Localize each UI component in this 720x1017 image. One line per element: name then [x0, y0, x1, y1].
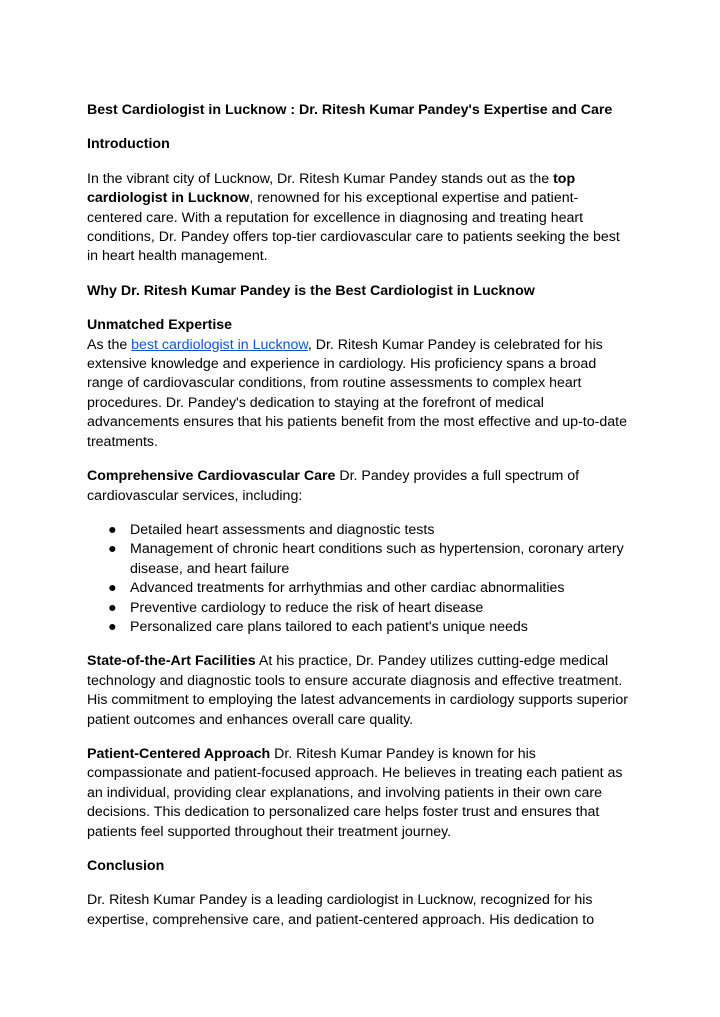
- introduction-paragraph: [87, 170, 632, 267]
- list-item: [108, 599, 632, 618]
- services-list: [87, 521, 632, 637]
- document-title: Best Cardiologist in Lucknow : Dr. Ritesh Kumar Pandey's Expertise and Care: [87, 102, 613, 118]
- expertise-paragraph: [87, 336, 632, 452]
- comprehensive-heading: Comprehensive Cardiovascular Care: [87, 468, 336, 485]
- list-item: [108, 618, 632, 637]
- list-item: [108, 540, 632, 579]
- expertise-heading: Unmatched Expertise: [87, 317, 233, 334]
- patient-centered-heading: Patient-Centered Approach: [87, 745, 271, 762]
- bullet-icon: ●: [108, 618, 117, 635]
- comprehensive-text: Dr. Pandey provides a full spectrum of cardiovascular services, including:: [87, 468, 580, 504]
- bullet-icon: ●: [108, 521, 117, 538]
- conclusion-paragraph: Dr. Ritesh Kumar Pandey is a leading cardiologist in Lucknow, recognized for his expertise, comprehensive care, and patient-centered approach. His dedication to: [87, 892, 595, 928]
- bullet-icon: ●: [108, 599, 117, 616]
- facilities-heading: State-of-the-Art Facilities: [87, 653, 256, 670]
- list-item: [108, 579, 632, 598]
- expertise-text-before: As the: [87, 336, 132, 353]
- document-page: [87, 101, 632, 930]
- conclusion-heading: Conclusion: [87, 858, 165, 874]
- why-heading: Why Dr. Ritesh Kumar Pandey is the Best Cardiologist in Lucknow: [87, 282, 535, 299]
- facilities-paragraph: [87, 652, 632, 730]
- list-item-text: Advanced treatments for arrhythmias and other cardiac abnormalities: [130, 580, 565, 597]
- bullet-icon: ●: [108, 580, 117, 597]
- comprehensive-paragraph: [87, 467, 632, 506]
- list-item-text: Personalized care plans tailored to each patient's unique needs: [130, 618, 528, 635]
- patient-centered-text: Dr. Ritesh Kumar Pandey is known for his compassionate and patient-focused approach. He believes in treating each patient as an individual, providing clear explanations, and involving patients in their own care decisions. This dedication to personalized care helps foster trust and ensures that patients feel supported throughout their treatment journey.: [87, 745, 623, 840]
- list-item-text: Management of chronic heart conditions such as hypertension, coronary artery disease, and heart failure: [130, 541, 624, 577]
- introduction-heading: Introduction: [87, 136, 170, 153]
- intro-text-after: , renowned for his exceptional expertise and patient-centered care. With a reputation for excellence in diagnosing and treating heart conditions, Dr. Pandey offers top-tier cardiovascular care to patients seeking the best in heart health management.: [87, 190, 620, 265]
- expertise-text-after: , Dr. Ritesh Kumar Pandey is celebrated for his extensive knowledge and experience in cardiology. His proficiency spans a broad range of cardiovascular conditions, from routine assessments to complex heart procedures. Dr. Pandey's dedication to staying at the forefront of medical advancements ensures that his patients benefit from the most effective and up-to-date treatments.: [87, 336, 627, 450]
- list-item-text: Preventive cardiology to reduce the risk of heart disease: [130, 599, 484, 616]
- list-item-text: Detailed heart assessments and diagnostic tests: [130, 521, 435, 538]
- intro-bold-phrase: top cardiologist in Lucknow: [87, 170, 576, 207]
- intro-text-before: In the vibrant city of Lucknow, Dr. Ritesh Kumar Pandey stands out as the: [87, 170, 554, 187]
- patient-centered-paragraph: [87, 745, 632, 842]
- best-cardiologist-link[interactable]: best cardiologist in Lucknow: [131, 336, 308, 353]
- bullet-icon: ●: [108, 541, 117, 558]
- list-item: [108, 521, 632, 540]
- facilities-text: At his practice, Dr. Pandey utilizes cutting-edge medical technology and diagnostic tools to ensure accurate diagnosis and effective treatment. His commitment to employing the latest advancements in cardiology supports superior patient outcomes and enhances overall care quality.: [87, 653, 628, 728]
